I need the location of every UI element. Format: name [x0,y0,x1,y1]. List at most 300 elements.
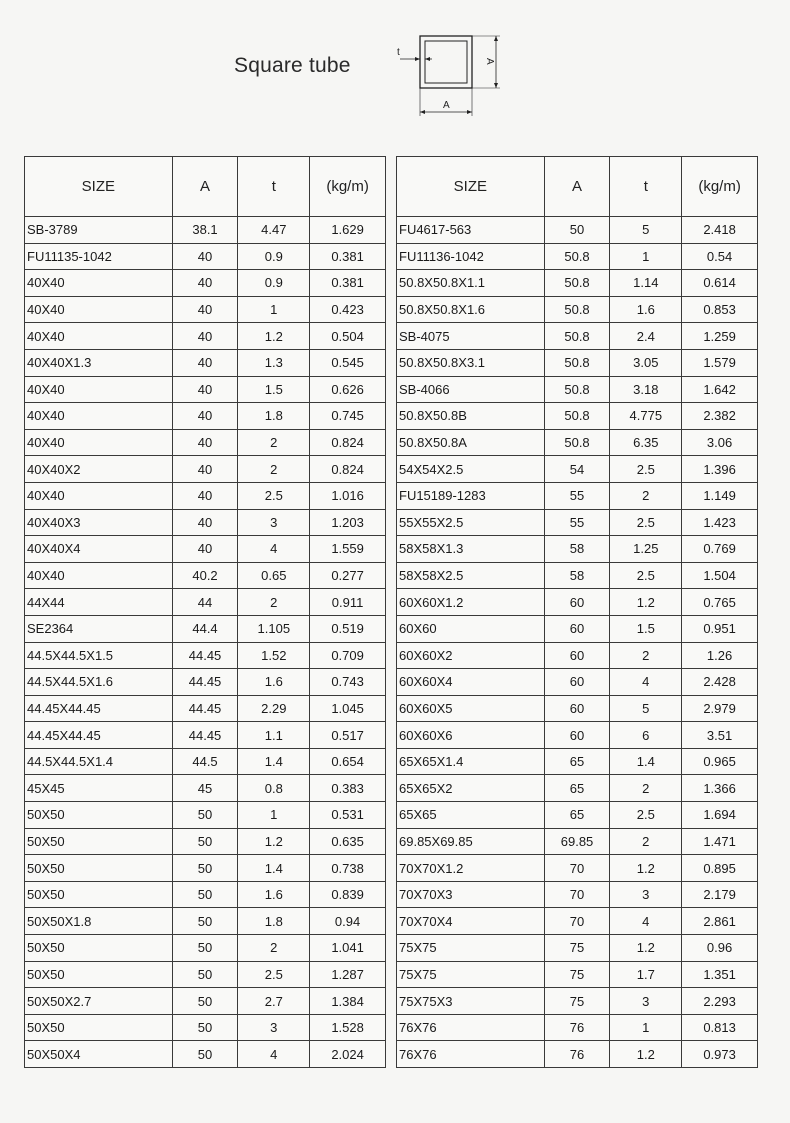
a-cell: 40 [172,323,238,350]
size-cell: FU4617-563 [397,217,545,244]
weight-cell: 0.423 [310,296,386,323]
a-cell: 60 [544,642,610,669]
t-cell: 0.8 [238,775,310,802]
a-cell: 50 [172,935,238,962]
size-cell: 50X50 [25,935,173,962]
weight-cell: 0.96 [682,935,758,962]
weight-cell: 1.384 [310,988,386,1015]
weight-cell: 1.423 [682,509,758,536]
t-cell: 1.25 [610,536,682,563]
t-cell: 1 [238,296,310,323]
size-header: SIZE [397,157,545,217]
weight-cell: 2.179 [682,881,758,908]
a-bottom-label: A [443,100,450,111]
t-cell: 1.5 [238,376,310,403]
a-cell: 50 [172,1041,238,1068]
a-cell: 75 [544,935,610,962]
table-row [397,1041,758,1068]
table-row [397,961,758,988]
weight-cell: 0.973 [682,1041,758,1068]
size-cell: 50X50 [25,881,173,908]
size-cell: 60X60 [397,615,545,642]
t-cell: 2.5 [610,509,682,536]
size-cell: SB-4066 [397,376,545,403]
table-row [397,536,758,563]
weight-cell: 0.545 [310,349,386,376]
size-cell: 44.5X44.5X1.6 [25,669,173,696]
a-cell: 50 [172,1014,238,1041]
a-cell: 76 [544,1014,610,1041]
size-cell: 58X58X1.3 [397,536,545,563]
table-row [25,482,386,509]
t-cell: 2 [238,456,310,483]
weight-cell: 1.579 [682,349,758,376]
table-row [25,881,386,908]
a-cell: 75 [544,961,610,988]
a-cell: 40 [172,296,238,323]
t-cell: 1.7 [610,961,682,988]
size-cell: 76X76 [397,1014,545,1041]
table-row [25,323,386,350]
a-cell: 40 [172,243,238,270]
a-cell: 50.8 [544,323,610,350]
table-row [25,748,386,775]
size-cell: 60X60X2 [397,642,545,669]
weight-header: (kg/m) [682,157,758,217]
weight-cell: 0.765 [682,589,758,616]
table-row [397,456,758,483]
table-row [25,403,386,430]
a-cell: 75 [544,988,610,1015]
size-cell: 50X50 [25,828,173,855]
weight-cell: 1.642 [682,376,758,403]
table-row [397,988,758,1015]
weight-cell: 1.559 [310,536,386,563]
a-cell: 44 [172,589,238,616]
a-cell: 50 [172,828,238,855]
weight-cell: 1.366 [682,775,758,802]
t-cell: 2 [238,935,310,962]
a-cell: 50.8 [544,429,610,456]
weight-cell: 2.293 [682,988,758,1015]
weight-cell: 0.895 [682,855,758,882]
t-cell: 4 [610,669,682,696]
t-cell: 2 [610,775,682,802]
a-cell: 65 [544,802,610,829]
size-cell: 44.45X44.45 [25,695,173,722]
weight-cell: 0.824 [310,429,386,456]
a-cell: 65 [544,748,610,775]
t-header: t [610,157,682,217]
size-cell: FU11136-1042 [397,243,545,270]
table-row [25,908,386,935]
weight-cell: 2.861 [682,908,758,935]
size-cell: 40X40 [25,482,173,509]
table-row [25,562,386,589]
weight-cell: 1.016 [310,482,386,509]
t-cell: 1 [610,1014,682,1041]
table-row [397,881,758,908]
table-row [397,270,758,297]
size-cell: 40X40 [25,429,173,456]
a-cell: 54 [544,456,610,483]
size-cell: 54X54X2.5 [397,456,545,483]
left-spec-table [24,156,386,1068]
t-cell: 2.5 [238,482,310,509]
size-cell: 50X50X1.8 [25,908,173,935]
a-cell: 50 [172,908,238,935]
t-cell: 1.4 [610,748,682,775]
weight-cell: 1.149 [682,482,758,509]
size-cell: 50X50 [25,802,173,829]
table-row [397,775,758,802]
table-row [25,695,386,722]
size-cell: 76X76 [397,1041,545,1068]
size-header: SIZE [25,157,173,217]
size-cell: 50X50X4 [25,1041,173,1068]
table-row [25,802,386,829]
table-row [25,349,386,376]
a-cell: 38.1 [172,217,238,244]
table-row [25,536,386,563]
size-cell: 65X65X1.4 [397,748,545,775]
size-cell: 40X40 [25,403,173,430]
a-cell: 44.45 [172,722,238,749]
table-row [25,642,386,669]
size-cell: 40X40X2 [25,456,173,483]
t-cell: 2 [238,429,310,456]
size-cell: 70X70X3 [397,881,545,908]
table-row [397,935,758,962]
a-cell: 50.8 [544,349,610,376]
weight-cell: 0.911 [310,589,386,616]
a-cell: 50 [544,217,610,244]
weight-cell: 1.471 [682,828,758,855]
t-cell: 3.05 [610,349,682,376]
weight-cell: 1.203 [310,509,386,536]
size-cell: 75X75 [397,961,545,988]
t-cell: 4 [238,536,310,563]
a-cell: 50.8 [544,403,610,430]
weight-cell: 0.839 [310,881,386,908]
a-cell: 50 [172,881,238,908]
a-cell: 40 [172,482,238,509]
weight-cell: 0.519 [310,615,386,642]
weight-cell: 0.951 [682,615,758,642]
t-cell: 2.5 [610,456,682,483]
size-cell: 50X50 [25,855,173,882]
size-cell: 75X75X3 [397,988,545,1015]
weight-cell: 0.381 [310,270,386,297]
weight-cell: 1.694 [682,802,758,829]
table-row [25,296,386,323]
t-cell: 3 [238,1014,310,1041]
a-cell: 45 [172,775,238,802]
size-cell: 50.8X50.8X1.1 [397,270,545,297]
a-cell: 44.4 [172,615,238,642]
weight-cell: 0.853 [682,296,758,323]
weight-cell: 1.504 [682,562,758,589]
a-cell: 50 [172,961,238,988]
a-cell: 40 [172,509,238,536]
a-cell: 40 [172,429,238,456]
weight-cell: 0.383 [310,775,386,802]
weight-cell: 1.041 [310,935,386,962]
size-cell: 60X60X6 [397,722,545,749]
t-cell: 2 [610,642,682,669]
table-row [25,1041,386,1068]
t-header: t [238,157,310,217]
a-cell: 40.2 [172,562,238,589]
a-cell: 40 [172,270,238,297]
t-cell: 2.5 [238,961,310,988]
a-cell: 44.5 [172,748,238,775]
a-cell: 40 [172,456,238,483]
weight-cell: 2.382 [682,403,758,430]
size-cell: 75X75 [397,935,545,962]
weight-cell: 0.504 [310,323,386,350]
t-cell: 1.2 [238,828,310,855]
square-tube-cross-section-icon [388,22,506,122]
weight-cell: 0.654 [310,748,386,775]
t-cell: 2 [238,589,310,616]
size-cell: FU15189-1283 [397,482,545,509]
a-cell: 50.8 [544,296,610,323]
size-cell: 50.8X50.8X3.1 [397,349,545,376]
size-cell: 44.45X44.45 [25,722,173,749]
a-cell: 60 [544,722,610,749]
table-row [397,243,758,270]
table-row [397,908,758,935]
table-row [25,509,386,536]
weight-cell: 2.428 [682,669,758,696]
t-cell: 2 [610,828,682,855]
t-cell: 6.35 [610,429,682,456]
size-cell: 40X40 [25,296,173,323]
table-row [25,961,386,988]
t-cell: 5 [610,217,682,244]
table-row [397,855,758,882]
table-row [397,562,758,589]
weight-header: (kg/m) [310,157,386,217]
t-cell: 1.4 [238,855,310,882]
size-cell: 65X65 [397,802,545,829]
a-cell: 50 [172,988,238,1015]
t-cell: 1.6 [610,296,682,323]
t-cell: 1.3 [238,349,310,376]
t-cell: 4.775 [610,403,682,430]
table-row [25,775,386,802]
size-cell: 44.5X44.5X1.4 [25,748,173,775]
a-cell: 70 [544,881,610,908]
size-cell: 70X70X4 [397,908,545,935]
weight-cell: 1.396 [682,456,758,483]
table-row [397,429,758,456]
table-row [25,828,386,855]
weight-cell: 0.531 [310,802,386,829]
t-cell: 1.2 [238,323,310,350]
t-cell: 2 [610,482,682,509]
a-cell: 55 [544,509,610,536]
weight-cell: 0.743 [310,669,386,696]
size-cell: FU11135-1042 [25,243,173,270]
table-row [397,403,758,430]
table-row [25,429,386,456]
t-cell: 1.2 [610,1041,682,1068]
weight-cell: 0.626 [310,376,386,403]
t-cell: 1.1 [238,722,310,749]
size-cell: 65X65X2 [397,775,545,802]
t-cell: 4 [238,1041,310,1068]
weight-cell: 0.94 [310,908,386,935]
table-row [397,296,758,323]
table-row [25,988,386,1015]
size-cell: 45X45 [25,775,173,802]
table-row [25,1014,386,1041]
weight-cell: 0.745 [310,403,386,430]
a-cell: 60 [544,615,610,642]
t-cell: 0.9 [238,243,310,270]
weight-cell: 0.709 [310,642,386,669]
right-spec-table [396,156,758,1068]
size-cell: 40X40 [25,376,173,403]
t-cell: 1.8 [238,403,310,430]
table-row [397,217,758,244]
t-cell: 1.2 [610,935,682,962]
table-row [397,482,758,509]
a-cell: 60 [544,589,610,616]
table-row [25,615,386,642]
t-cell: 4 [610,908,682,935]
a-cell: 55 [544,482,610,509]
a-cell: 69.85 [544,828,610,855]
table-header-row [397,157,758,217]
table-row [25,669,386,696]
a-side-label: A [484,58,495,65]
t-cell: 0.65 [238,562,310,589]
t-cell: 1.6 [238,881,310,908]
t-cell: 1.6 [238,669,310,696]
a-header: A [172,157,238,217]
weight-cell: 0.769 [682,536,758,563]
t-cell: 2.7 [238,988,310,1015]
a-cell: 60 [544,695,610,722]
a-cell: 50 [172,855,238,882]
weight-cell: 0.965 [682,748,758,775]
size-cell: 58X58X2.5 [397,562,545,589]
size-cell: 40X40X4 [25,536,173,563]
weight-cell: 0.277 [310,562,386,589]
a-cell: 44.45 [172,642,238,669]
size-cell: 40X40X1.3 [25,349,173,376]
table-row [25,589,386,616]
table-row [397,695,758,722]
a-cell: 76 [544,1041,610,1068]
weight-cell: 1.629 [310,217,386,244]
table-row [397,802,758,829]
weight-cell: 0.614 [682,270,758,297]
table-row [397,509,758,536]
size-cell: 55X55X2.5 [397,509,545,536]
a-header: A [544,157,610,217]
a-cell: 50 [172,802,238,829]
size-cell: 40X40X3 [25,509,173,536]
size-cell: 50X50 [25,1014,173,1041]
size-cell: 40X40 [25,323,173,350]
size-cell: 40X40 [25,562,173,589]
table-row [25,935,386,962]
t-cell: 2.5 [610,562,682,589]
size-cell: 60X60X1.2 [397,589,545,616]
weight-cell: 0.54 [682,243,758,270]
table-row [397,642,758,669]
weight-cell: 1.045 [310,695,386,722]
t-cell: 1.5 [610,615,682,642]
size-cell: 60X60X5 [397,695,545,722]
weight-cell: 0.738 [310,855,386,882]
size-cell: 50.8X50.8B [397,403,545,430]
table-header-row [25,157,386,217]
t-label: t [397,47,400,58]
weight-cell: 2.979 [682,695,758,722]
size-cell: 40X40 [25,270,173,297]
size-cell: 44X44 [25,589,173,616]
table-row [397,748,758,775]
table-row [397,323,758,350]
a-cell: 60 [544,669,610,696]
table-row [25,376,386,403]
weight-cell: 3.51 [682,722,758,749]
table-row [397,722,758,749]
t-cell: 1.2 [610,855,682,882]
t-cell: 3 [610,881,682,908]
size-cell: 69.85X69.85 [397,828,545,855]
table-row [397,828,758,855]
square-tube-diagram [388,22,506,122]
size-cell: SB-4075 [397,323,545,350]
weight-cell: 2.418 [682,217,758,244]
t-cell: 1 [610,243,682,270]
a-cell: 58 [544,536,610,563]
table-row [397,669,758,696]
size-cell: SE2364 [25,615,173,642]
size-cell: 50X50 [25,961,173,988]
a-cell: 70 [544,908,610,935]
weight-cell: 1.287 [310,961,386,988]
a-cell: 40 [172,403,238,430]
weight-cell: 3.06 [682,429,758,456]
t-cell: 6 [610,722,682,749]
size-cell: 70X70X1.2 [397,855,545,882]
t-cell: 1.105 [238,615,310,642]
a-cell: 70 [544,855,610,882]
t-cell: 0.9 [238,270,310,297]
table-row [25,270,386,297]
t-cell: 1.2 [610,589,682,616]
table-row [397,376,758,403]
a-cell: 44.45 [172,695,238,722]
a-cell: 50.8 [544,270,610,297]
size-cell: 50.8X50.8X1.6 [397,296,545,323]
t-cell: 1.4 [238,748,310,775]
a-cell: 50.8 [544,243,610,270]
weight-cell: 1.26 [682,642,758,669]
t-cell: 2.5 [610,802,682,829]
weight-cell: 2.024 [310,1041,386,1068]
weight-cell: 0.813 [682,1014,758,1041]
weight-cell: 1.351 [682,961,758,988]
table-row [25,456,386,483]
